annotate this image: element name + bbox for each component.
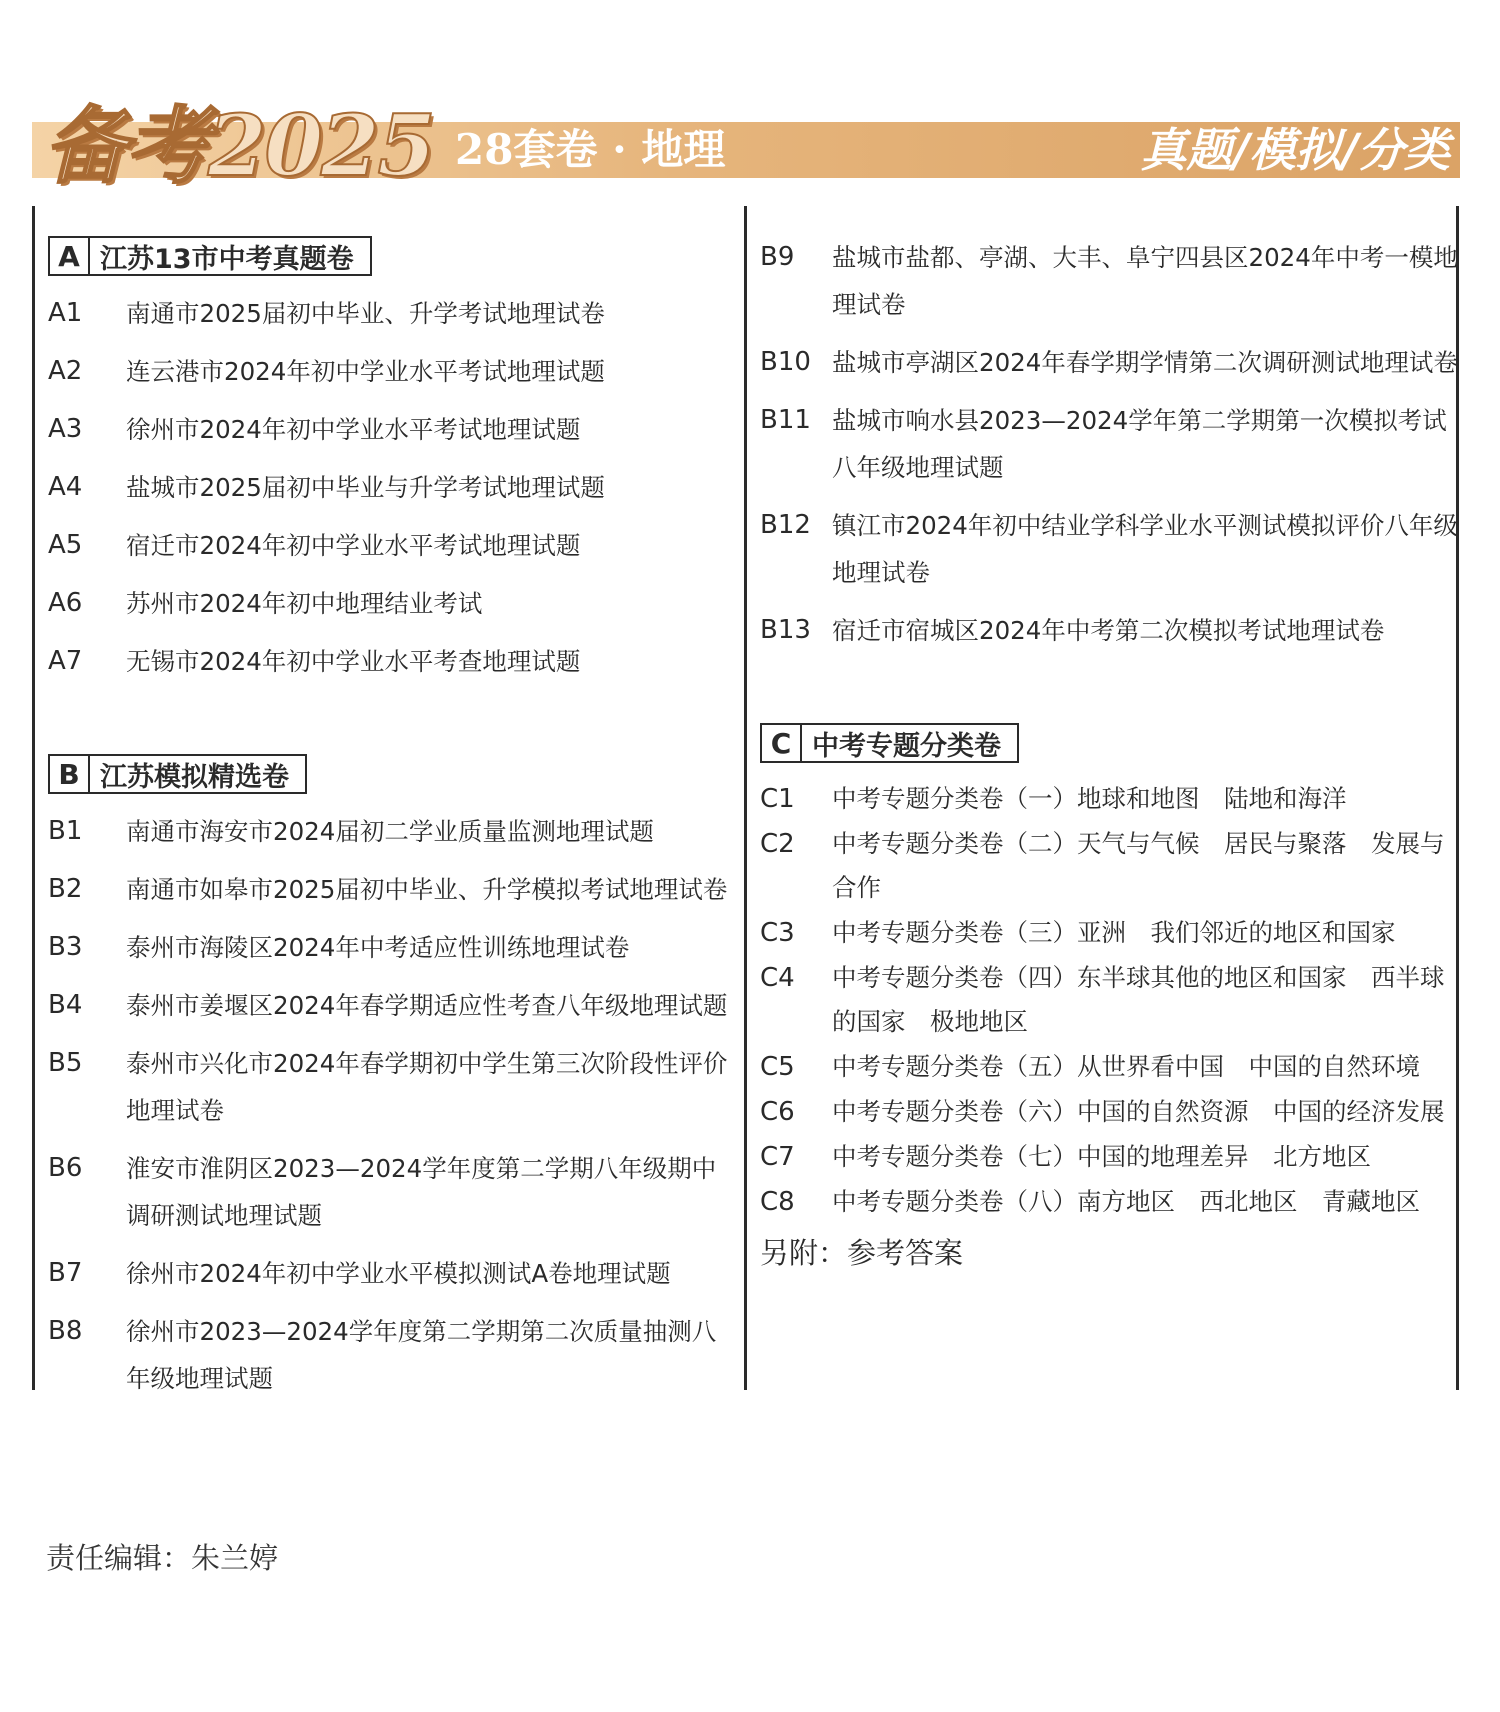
item-code: B3 [48, 932, 83, 962]
item-title: 徐州市2024年初中学业水平考试地理试题 [126, 415, 581, 444]
list-item [760, 1045, 1460, 1089]
item-code: C3 [760, 918, 795, 948]
list-item [48, 982, 733, 1029]
list-item [48, 406, 733, 453]
item-title: 南通市海安市2024届初二学业质量监测地理试题 [126, 817, 654, 846]
list-item [760, 234, 1460, 328]
item-code: B5 [48, 1048, 83, 1078]
item-code: C6 [760, 1097, 795, 1127]
list-item [48, 1145, 733, 1239]
item-title: 中考专题分类卷（八）南方地区 西北地区 青藏地区 [832, 1187, 1420, 1216]
item-code: C2 [760, 829, 795, 859]
section-c-letter: C [762, 725, 802, 761]
item-code: C8 [760, 1187, 795, 1217]
item-code: B1 [48, 816, 83, 846]
item-code: C7 [760, 1142, 795, 1172]
item-code: A2 [48, 356, 83, 386]
item-code: B8 [48, 1316, 83, 1346]
list-item [760, 956, 1460, 1044]
list-item [48, 1308, 733, 1402]
item-title: 盐城市2025届初中毕业与升学考试地理试题 [126, 473, 605, 502]
banner-tagline: 真题/模拟/分类 [1140, 123, 1450, 177]
item-code: A3 [48, 414, 83, 444]
item-title: 泰州市姜堰区2024年春学期适应性考查八年级地理试题 [126, 991, 728, 1020]
section-b-list-left [48, 808, 733, 1402]
item-code: B4 [48, 990, 83, 1020]
item-title: 徐州市2023—2024学年度第二学期第二次质量抽测八年级地理试题 [126, 1317, 717, 1393]
item-code: B9 [760, 242, 795, 272]
list-item [48, 580, 733, 627]
item-title: 徐州市2024年初中学业水平模拟测试A卷地理试题 [126, 1259, 671, 1288]
item-title: 泰州市兴化市2024年春学期初中学生第三次阶段性评价地理试卷 [126, 1049, 728, 1125]
list-item [760, 1135, 1460, 1179]
left-column [48, 236, 733, 1413]
banner-subtitle: 28套卷 · 地理 [455, 125, 726, 174]
list-item [760, 339, 1460, 386]
item-title: 淮安市淮阴区2023—2024学年度第二学期八年级期中调研测试地理试题 [126, 1154, 717, 1230]
item-code: A1 [48, 298, 83, 328]
item-code: B6 [48, 1153, 83, 1183]
item-title: 盐城市亭湖区2024年春学期学情第二次调研测试地理试卷 [832, 348, 1458, 377]
item-code: B13 [760, 615, 811, 645]
item-code: C1 [760, 784, 795, 814]
list-item [48, 522, 733, 569]
item-code: C5 [760, 1052, 795, 1082]
item-code: C4 [760, 963, 795, 993]
list-item [760, 777, 1460, 821]
item-title: 南通市2025届初中毕业、升学考试地理试卷 [126, 299, 605, 328]
list-item [760, 1090, 1460, 1134]
list-item [760, 502, 1460, 596]
banner-main-title: 备考2025 [44, 96, 434, 195]
section-a-letter: A [50, 238, 90, 274]
item-title: 中考专题分类卷（六）中国的自然资源 中国的经济发展 [832, 1097, 1445, 1126]
list-item [760, 397, 1460, 491]
item-title: 连云港市2024年初中学业水平考试地理试题 [126, 357, 605, 386]
item-code: B10 [760, 347, 811, 377]
section-a-header [48, 236, 372, 276]
item-title: 苏州市2024年初中地理结业考试 [126, 589, 483, 618]
list-item [760, 911, 1460, 955]
left-border-line [32, 206, 35, 1390]
section-a-title: 江苏13市中考真题卷 [100, 243, 354, 275]
item-title: 中考专题分类卷（七）中国的地理差异 北方地区 [832, 1142, 1371, 1171]
item-title: 盐城市盐都、亭湖、大丰、阜宁四县区2024年中考一模地理试卷 [832, 243, 1458, 319]
item-code: A4 [48, 472, 83, 502]
appendix-note: 另附：参考答案 [760, 1236, 964, 1270]
item-code: A7 [48, 646, 83, 676]
item-title: 中考专题分类卷（一）地球和地图 陆地和海洋 [832, 784, 1347, 813]
right-column [760, 236, 1460, 1274]
list-item [48, 924, 733, 971]
item-title: 泰州市海陵区2024年中考适应性训练地理试卷 [126, 933, 630, 962]
list-item [48, 464, 733, 511]
center-divider-line [744, 206, 747, 1390]
item-title: 中考专题分类卷（四）东半球其他的地区和国家 西半球的国家 极地地区 [832, 963, 1445, 1036]
list-item [48, 638, 733, 685]
item-code: B7 [48, 1258, 83, 1288]
item-title: 镇江市2024年初中结业学科学业水平测试模拟评价八年级地理试卷 [832, 511, 1458, 587]
item-code: A5 [48, 530, 83, 560]
list-item [48, 808, 733, 855]
item-title: 中考专题分类卷（二）天气与气候 居民与聚落 发展与合作 [832, 829, 1445, 902]
section-a-list [48, 290, 733, 685]
section-b-letter: B [50, 756, 90, 792]
item-code: B2 [48, 874, 83, 904]
list-item [48, 866, 733, 913]
item-code: B11 [760, 405, 811, 435]
section-c-title: 中考专题分类卷 [812, 730, 1001, 762]
item-title: 宿迁市2024年初中学业水平考试地理试题 [126, 531, 581, 560]
list-item [760, 822, 1460, 910]
section-b-title: 江苏模拟精选卷 [100, 761, 289, 793]
list-item [48, 290, 733, 337]
item-code: B12 [760, 510, 811, 540]
list-item [48, 1040, 733, 1134]
list-item [48, 1250, 733, 1297]
item-title: 中考专题分类卷（三）亚洲 我们邻近的地区和国家 [832, 918, 1396, 947]
section-c-list [760, 777, 1460, 1224]
item-title: 宿迁市宿城区2024年中考第二次模拟考试地理试卷 [832, 616, 1385, 645]
list-item [760, 607, 1460, 654]
list-item [48, 348, 733, 395]
section-b-list-right [760, 234, 1460, 654]
item-title: 中考专题分类卷（五）从世界看中国 中国的自然环境 [832, 1052, 1420, 1081]
item-title: 南通市如皋市2025届初中毕业、升学模拟考试地理试卷 [126, 875, 728, 904]
list-item [760, 1180, 1460, 1224]
item-title: 盐城市响水县2023—2024学年第二学期第一次模拟考试八年级地理试题 [832, 406, 1447, 482]
item-code: A6 [48, 588, 83, 618]
editor-credit: 责任编辑：朱兰婷 [46, 1541, 279, 1575]
section-b-header [48, 754, 307, 794]
section-c-header [760, 723, 1019, 763]
item-title: 无锡市2024年初中学业水平考查地理试题 [126, 647, 581, 676]
